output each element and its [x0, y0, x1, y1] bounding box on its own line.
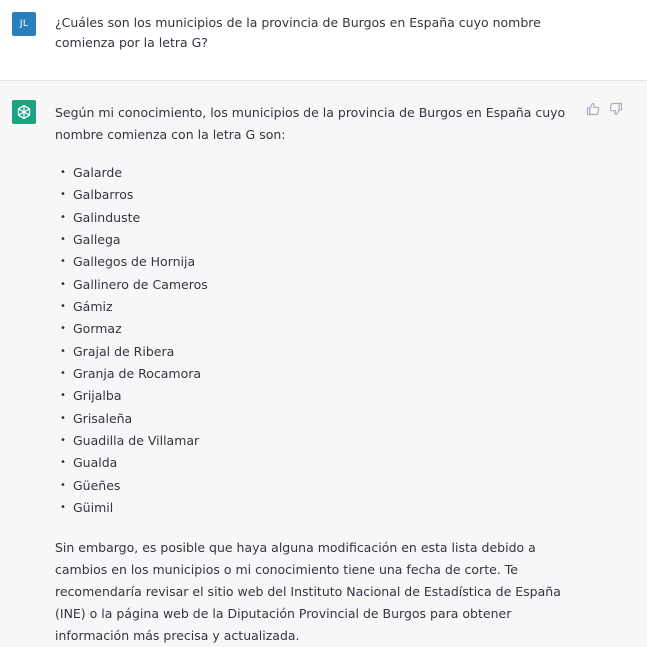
openai-logo-icon — [16, 104, 32, 120]
list-item: • Güimil — [60, 500, 114, 516]
user-message-row — [0, 0, 647, 81]
list-item: • Gualda — [60, 455, 118, 471]
list-item: • Gallega — [60, 232, 121, 248]
list-item: • Guadilla de Villamar — [60, 433, 200, 449]
list-item: • Galinduste — [60, 209, 141, 225]
assistant-avatar — [12, 100, 36, 124]
assistant-message-row — [0, 81, 647, 647]
list-item: • Granja de Rocamora — [60, 366, 202, 382]
list-item: • Güeñes — [60, 477, 121, 493]
user-avatar: JL — [12, 12, 36, 36]
list-item: • Grisaleña — [60, 410, 133, 426]
list-item: • Gallinero de Cameros — [60, 276, 208, 292]
assistant-message-content — [55, 102, 580, 647]
list-item: • Gormaz — [60, 321, 122, 337]
user-message-text: ¿Cuáles son los municipios de la provincia de Burgos en España cuyo nombre comienza por la letra G? — [55, 15, 541, 50]
list-item: • Gallegos de Hornija — [60, 254, 196, 270]
thumbs-up-icon[interactable] — [586, 102, 600, 116]
assistant-outro: Sin embargo, es posible que haya alguna modificación en esta lista debido a cambios en los municipios o mi conocimiento tiene una fecha de corte. Te recomendaría revisar el sitio web del Instituto Nacional de Estadística de España (INE) o la página web de la Diputación Provincial de Burgos para obtener información más precisa y actualizada. — [55, 539, 561, 643]
thumbs-down-icon[interactable] — [609, 102, 623, 116]
list-item: • Galbarros — [60, 187, 134, 203]
municipality-list — [55, 162, 580, 520]
list-item: • Galarde — [60, 165, 123, 180]
assistant-intro: Según mi conocimiento, los municipios de la provincia de Burgos en España cuyo nombre comienza con la letra G son: — [55, 105, 566, 142]
list-item: • Grajal de Ribera — [60, 343, 175, 359]
list-item: • Gámiz — [60, 299, 113, 315]
list-item: • Grijalba — [60, 388, 122, 404]
